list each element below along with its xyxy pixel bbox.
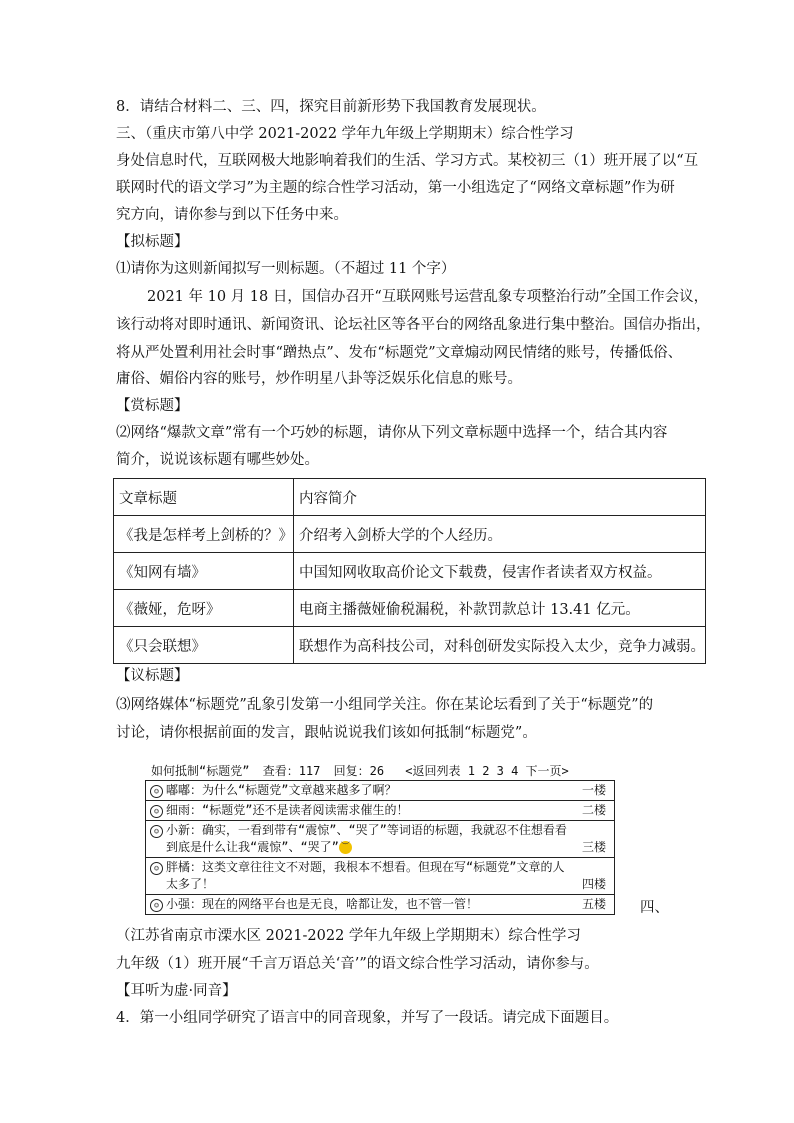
news-line-3: 将从严处置利用社会时事“蹭热点”、发布“标题党”文章煽动网民情绪的账号，传播低俗、 <box>116 345 683 361</box>
table-cell-title: 《只会联想》 <box>114 627 294 664</box>
section-4-intro: 九年级（1）班开展“千言万语总关‘音’”的语文综合性学习活动，请你参与。 <box>116 956 599 972</box>
table-cell-title: 《薇娅，危呀》 <box>114 590 294 627</box>
forum-pagination[interactable]: <返回列表 1 2 3 4 下一页> <box>405 764 569 778</box>
article-title-table <box>113 478 706 664</box>
task-2-prompt-1: ⑵网络“爆款文章”常有一个巧妙的标题，请你从下列文章标题中选择一个，结合其内容 <box>116 425 668 441</box>
table-cell-summary: 介绍考入剑桥大学的个人经历。 <box>294 516 706 553</box>
user-avatar-icon: ☺ <box>150 805 163 818</box>
news-line-4: 庸俗、媚俗内容的账号，炒作明星八卦等泛娱乐化信息的账号。 <box>116 371 522 387</box>
table-cell-title: 《知网有墙》 <box>114 553 294 590</box>
task-heading-discuss: 【议标题】 <box>116 668 189 684</box>
section-4-number: 四、 <box>640 900 669 916</box>
forum-post <box>146 801 614 821</box>
user-avatar-icon: ☺ <box>150 825 163 838</box>
forum-post-floor: 五楼 <box>581 897 606 911</box>
forum-post-floor: 四楼 <box>581 877 606 891</box>
forum-thread <box>145 762 615 915</box>
table-cell-title: 《我是怎样考上剑桥的？》 <box>114 516 294 553</box>
table-cell-summary: 联想作为高科技公司，对科创研发实际投入太少，竞争力减弱。 <box>294 627 706 664</box>
table-header-row <box>114 479 706 516</box>
question-4: 4．第一小组同学研究了语言中的同音现象，并写了一段话。请完成下面题目。 <box>116 1010 619 1026</box>
crying-face-icon: ︶ <box>340 842 350 852</box>
task-1-prompt: ⑴请你为这则新闻拟写一则标题。（不超过 11 个字） <box>116 261 456 277</box>
forum-post-floor: 二楼 <box>581 803 606 817</box>
task-3-prompt-2: 讨论，请你根据前面的发言，跟帖说说我们该如何抵制“标题党”。 <box>116 725 537 741</box>
table-header-cell: 内容简介 <box>294 479 706 516</box>
news-line-1: 2021 年 10 月 18 日，国信办召开“互联网账号运营乱象专项整治行动”全国工作会议， <box>147 289 709 305</box>
intro-line-1: 身处信息时代，互联网极大地影响着我们的生活、学习方式。某校初三（1）班开展了以“互 <box>116 153 699 169</box>
forum-post-body <box>166 822 576 856</box>
table-row <box>114 627 706 664</box>
user-avatar-icon: ☺ <box>150 899 163 912</box>
forum-header <box>145 762 615 780</box>
section-4-heading: （江苏省南京市溧水区 2021-2022 学年九年级上学期期末）综合性学习 <box>116 928 581 944</box>
forum-post-text: 胖橘：这类文章往往文不对题，我根本不想看。但现在写“标题党”文章的人太多了！ <box>166 860 565 891</box>
user-avatar-icon: ☺ <box>150 862 163 875</box>
task-3-prompt-1: ⑶网络媒体“标题党”乱象引发第一小组同学关注。你在某论坛看到了关于“标题党”的 <box>116 697 654 713</box>
task-2-prompt-2: 简介，说说该标题有哪些妙处。 <box>116 452 319 468</box>
forum-post <box>146 858 614 895</box>
forum-post-text: 小新：确实，一看到带有“震惊”、“哭了”等词语的标题，我就忍不住想看看到底是什么让我“震惊”、“哭了” <box>166 823 567 854</box>
table-cell-summary: 电商主播薇娅偷税漏税，补款罚款总计 13.41 亿元。 <box>294 590 706 627</box>
user-avatar-icon: ☺ <box>150 785 163 798</box>
question-8: 8．请结合材料二、三、四，探究目前新形势下我国教育发展现状。 <box>116 99 546 115</box>
intro-line-3: 究方向，请你参与到以下任务中来。 <box>116 207 348 223</box>
task-heading-homophone: 【耳听为虚·同音】 <box>116 983 237 999</box>
task-heading-draft: 【拟标题】 <box>116 234 189 250</box>
forum-post-text: 细雨：“标题党”还不是读者阅读需求催生的！ <box>166 803 409 817</box>
forum-post-floor: 三楼 <box>581 840 606 854</box>
section-3-heading: 三、（重庆市第八中学 2021-2022 学年九年级上学期期末）综合性学习 <box>116 126 574 142</box>
forum-post-text: 嘟嘟：为什么“标题党”文章越来越多了啊？ <box>166 783 397 797</box>
table-cell-summary: 中国知网收取高价论文下载费，侵害作者读者双方权益。 <box>294 553 706 590</box>
forum-post-list <box>145 780 615 915</box>
forum-post-text: 小强：现在的网络平台也是无良，啥都让发，也不管一管！ <box>166 897 479 911</box>
forum-post <box>146 895 614 914</box>
forum-post <box>146 821 614 858</box>
intro-line-2: 联网时代的语文学习”为主题的综合性学习活动，第一小组选定了“网络文章标题”作为研 <box>116 180 675 196</box>
forum-post <box>146 781 614 801</box>
forum-reply-count: 回复：26 <box>333 764 385 778</box>
forum-view-count: 查看：117 <box>262 764 321 778</box>
task-heading-appreciate: 【赏标题】 <box>116 398 189 414</box>
table-row <box>114 553 706 590</box>
table-header-cell: 文章标题 <box>114 479 294 516</box>
forum-thread-title: 如何抵制“标题党” <box>151 764 250 778</box>
news-line-2: 该行动将对即时通讯、新闻资讯、论坛社区等各平台的网络乱象进行集中整治。国信办指出， <box>116 317 711 333</box>
table-row <box>114 516 706 553</box>
forum-post-floor: 一楼 <box>581 783 606 797</box>
table-row <box>114 590 706 627</box>
